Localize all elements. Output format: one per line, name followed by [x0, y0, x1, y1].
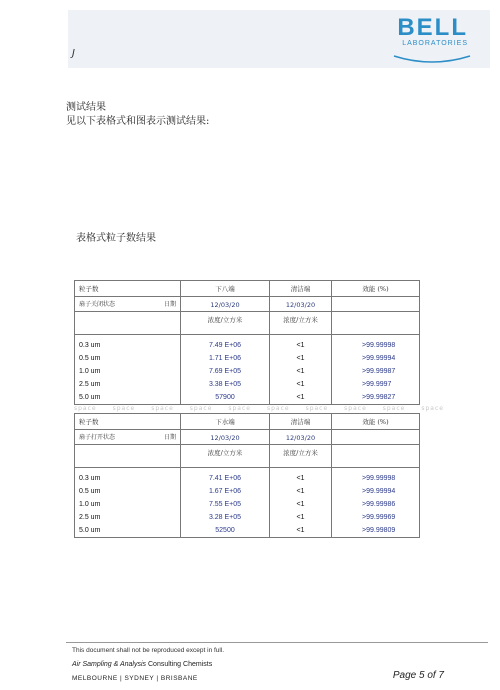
date-label: 日期 [163, 434, 176, 441]
clean-value: <1 [296, 368, 305, 375]
table-date-row [75, 430, 420, 445]
unit-clean: 浓度/立方米 [283, 316, 318, 324]
state-label: 扇子打开状态 [79, 434, 116, 441]
efficiency-value: >99.99998 [362, 342, 396, 349]
date-label: 日期 [163, 301, 176, 308]
size-value: 2.5 um [79, 514, 101, 521]
footer-cities: MELBOURNE | SYDNEY | BRISBANE [72, 675, 198, 682]
date-clean: 12/03/20 [285, 434, 316, 442]
efficiency-value: >99.99987 [362, 368, 396, 375]
results-table-closed [74, 280, 420, 405]
footer-company-rest: Consulting Chemists [148, 661, 213, 668]
header-efficiency: 效能 (%) [362, 285, 389, 293]
efficiency-value: >99.99994 [362, 488, 396, 495]
efficiency-value: >99.99986 [362, 501, 396, 508]
size-value: 2.5 um [79, 381, 101, 388]
space-word: space [189, 405, 213, 412]
space-word: space [151, 405, 174, 412]
downstream-value: 7.49 E+06 [208, 342, 242, 349]
clean-value: <1 [296, 475, 305, 482]
intro-heading: 测试结果 [66, 102, 106, 113]
clean-value: <1 [296, 355, 305, 362]
clean-value: <1 [296, 394, 305, 401]
clean-value: <1 [296, 342, 305, 349]
downstream-value: 7.55 E+05 [208, 501, 242, 508]
size-value: 5.0 um [79, 394, 101, 401]
table-data-row [75, 468, 420, 538]
downstream-value: 52500 [215, 527, 235, 534]
downstream-value: 57900 [215, 394, 235, 401]
table-header-row [75, 281, 420, 297]
handwritten-mark: J [72, 48, 75, 59]
header-clean: 清洁端 [290, 285, 311, 293]
downstream-value: 7.41 E+06 [208, 475, 242, 482]
footer-company [72, 661, 212, 668]
space-word: space [112, 405, 136, 412]
footer-divider [66, 642, 488, 643]
clean-value: <1 [296, 501, 305, 508]
unit-clean: 浓度/立方米 [283, 449, 318, 457]
bell-laboratories-logo [397, 16, 468, 47]
space-word: space [344, 405, 367, 412]
footer-note: This document shall not be reproduced except in full. [72, 647, 225, 654]
header-efficiency: 效能 (%) [362, 418, 389, 426]
letterhead-band [68, 10, 490, 68]
space-word: space [228, 405, 251, 412]
clean-value: <1 [296, 381, 305, 388]
size-value: 0.3 um [79, 342, 101, 349]
clean-value: <1 [296, 514, 305, 521]
downstream-value: 3.28 E+05 [208, 514, 242, 521]
unit-downstream: 浓度/立方米 [207, 449, 243, 457]
space-filler-row [74, 405, 444, 413]
logo-sub-text: LABORATORIES [402, 40, 468, 47]
efficiency-value: >99.99969 [362, 514, 396, 521]
header-particle: 粒子数 [79, 285, 99, 293]
space-word: space [382, 405, 406, 412]
space-word: space [266, 405, 290, 412]
date-clean: 12/03/20 [285, 301, 316, 309]
logo-main-text: BELL [397, 14, 468, 41]
table-header-row [75, 414, 420, 430]
downstream-value: 1.67 E+06 [208, 488, 242, 495]
table-date-row [75, 297, 420, 312]
size-value: 0.5 um [79, 355, 101, 362]
size-value: 5.0 um [79, 527, 101, 534]
downstream-value: 1.71 E+06 [208, 355, 242, 362]
table-unit-row [75, 445, 420, 468]
space-word: space [74, 405, 97, 412]
header-downstream: 下水端 [215, 418, 235, 426]
intro-text: 见以下表格式和图表示测试结果: [66, 116, 210, 127]
table-data-row [75, 335, 420, 405]
efficiency-value: >99.99809 [362, 527, 396, 534]
space-word: space [421, 405, 444, 412]
header-particle: 粒子数 [79, 418, 99, 426]
header-downstream: 下八端 [215, 285, 235, 293]
table-unit-row [75, 312, 420, 335]
header-clean: 清洁端 [290, 418, 311, 426]
space-word: space [305, 405, 329, 412]
size-value: 0.3 um [79, 475, 101, 482]
efficiency-value: >99.99994 [362, 355, 396, 362]
efficiency-value: >99.99998 [362, 475, 396, 482]
downstream-value: 7.69 E+05 [208, 368, 242, 375]
clean-value: <1 [296, 527, 305, 534]
size-value: 1.0 um [79, 368, 101, 375]
intro-block [66, 101, 209, 129]
efficiency-value: >99.9997 [362, 381, 392, 388]
size-value: 0.5 um [79, 488, 101, 495]
date-downstream: 12/03/20 [210, 301, 240, 309]
results-table-open [74, 413, 420, 538]
logo-swoosh-icon [392, 54, 472, 66]
efficiency-value: >99.99827 [362, 394, 396, 401]
date-downstream: 12/03/20 [210, 434, 240, 442]
size-value: 1.0 um [79, 501, 101, 508]
page-number: Page 5 of 7 [392, 670, 444, 681]
section-title: 表格式粒子数结果 [76, 233, 156, 244]
state-label: 扇子关闭状态 [79, 301, 116, 308]
clean-value: <1 [296, 488, 305, 495]
downstream-value: 3.38 E+05 [208, 381, 242, 388]
footer-company-italic: Air Sampling & Analysis [72, 661, 147, 668]
unit-downstream: 浓度/立方米 [207, 316, 243, 324]
